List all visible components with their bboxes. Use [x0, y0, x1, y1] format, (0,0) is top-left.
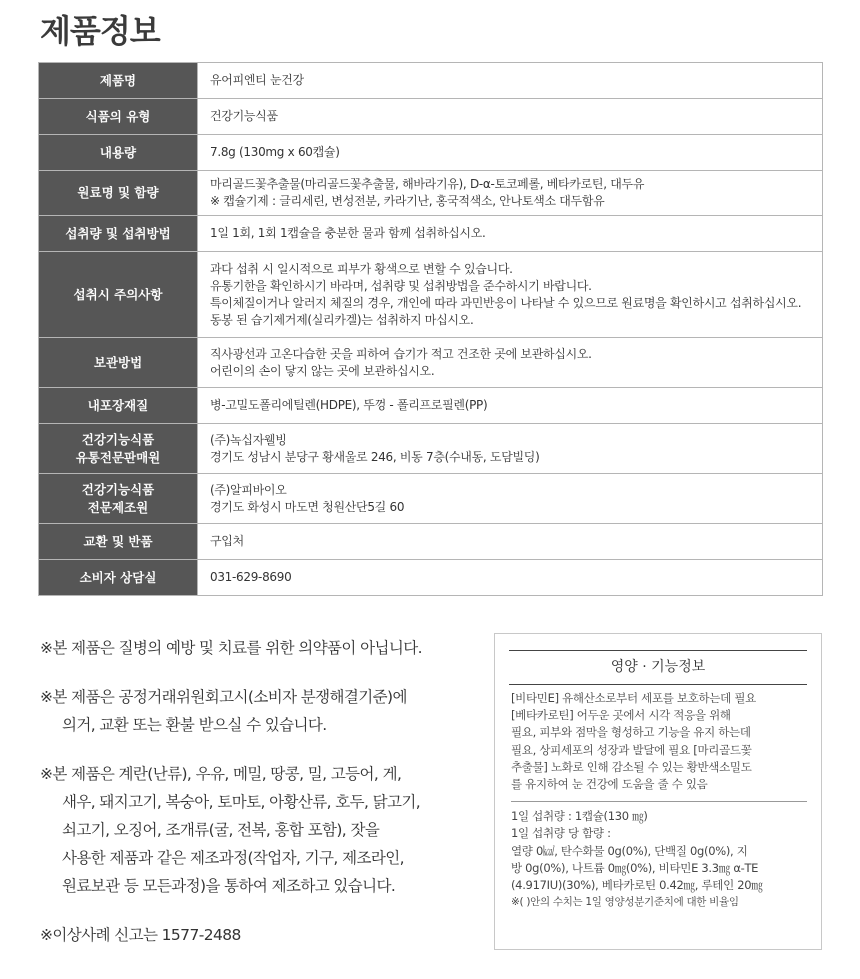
nutrition-line: 필요, 상피세포의 성장과 발달에 필요 [마리골드꽃 — [511, 742, 752, 757]
notice-line: 쇠고기, 오징어, 조개류(굴, 전복, 홍합 포함), 잣을 — [62, 821, 380, 839]
info-row-value — [198, 99, 823, 135]
info-row-value — [198, 424, 823, 474]
value-line: 건강기능식품 — [210, 109, 278, 123]
daily-intake: 1일 섭취량 : 1캡슐(130 ㎎) — [511, 809, 648, 824]
nutrition-line: 열량 0㎉, 탄수화물 0g(0%), 단백질 0g(0%), 지 — [511, 843, 748, 858]
value-line: ※ 캡슐기제 : 글리세린, 변성전분, 카라기난, 홍국적색소, 안나토색소 대두함유 — [210, 194, 605, 208]
info-row — [39, 474, 823, 524]
info-row-label — [39, 424, 198, 474]
info-row-label — [39, 171, 198, 216]
value-line: 유통기한을 확인하시기 바라며, 섭취량 및 섭취방법을 준수하시기 바랍니다. — [210, 278, 592, 293]
nutrition-line: (4.917IU)(30%), 베타카로틴 0.42㎎, 루테인 20㎎ — [511, 878, 763, 893]
info-row-label — [39, 388, 198, 424]
value-line: 경기도 화성시 마도면 청원산단5길 60 — [210, 499, 405, 514]
info-row-value — [198, 338, 823, 388]
info-row-label — [39, 252, 198, 338]
info-row-value — [198, 388, 823, 424]
value-line: 1일 1회, 1회 1캡슐을 충분한 물과 함께 섭취하십시오. — [210, 226, 486, 240]
info-row-value — [198, 171, 823, 216]
notice-line: ※본 제품은 질병의 예방 및 치료를 위한 의약품이 아닙니다. — [40, 639, 422, 657]
value-line: 동봉 된 습기제거제(실리카겔)는 섭취하지 마십시오. — [210, 312, 474, 327]
info-row — [39, 424, 823, 474]
notice-line: 사용한 제품과 같은 제조과정(작업자, 기구, 제조라인, — [62, 849, 404, 867]
notice-list — [40, 634, 480, 970]
label-line: 섭취시 주의사항 — [73, 286, 163, 302]
info-row-label — [39, 99, 198, 135]
label-line: 보관방법 — [93, 354, 143, 370]
value-line: 병-고밀도폴리에틸렌(HDPE), 뚜껑 - 폴리프로필렌(PP) — [210, 398, 488, 412]
value-line: 특이체질이거나 알러지 체질의 경우, 개인에 따라 과민반응이 나타날 수 있으므로 원료명을 확인하시고 섭취하십시오. — [210, 295, 802, 310]
notice-line: ※이상사례 신고는 1577-2488 — [40, 926, 241, 944]
info-row-label — [39, 216, 198, 252]
notice-line: 원료보관 등 모든과정)을 통하여 제조하고 있습니다. — [62, 877, 396, 895]
label-line: 소비자 상담실 — [79, 569, 157, 585]
info-row-value — [198, 135, 823, 171]
info-row-value — [198, 560, 823, 596]
info-row — [39, 524, 823, 560]
notice-line: ※본 제품은 공정거래위원회고시(소비자 분쟁해결기준)에 — [40, 688, 407, 706]
notice-line: 새우, 돼지고기, 복숭아, 토마토, 아황산류, 호두, 닭고기, — [62, 793, 421, 811]
nutrition-body — [511, 690, 807, 911]
info-row — [39, 388, 823, 424]
function-description — [511, 690, 807, 793]
nutrition-title: 영양 · 기능정보 — [509, 650, 807, 685]
label-line: 유통전문판매원 — [75, 449, 161, 465]
label-line: 건강기능식품 — [81, 431, 155, 447]
value-line: (주)알피바이오 — [210, 482, 287, 497]
info-row-label — [39, 63, 198, 99]
label-line: 식품의 유형 — [85, 108, 151, 124]
info-row-label — [39, 474, 198, 524]
info-row — [39, 135, 823, 171]
notice-item — [40, 634, 480, 662]
info-row-label — [39, 135, 198, 171]
notice-item — [40, 760, 480, 900]
info-row-label — [39, 338, 198, 388]
nutrition-line: [비타민E] 유해산소로부터 세포를 보호하는데 필요 — [511, 691, 756, 705]
nutrition-line: [베타카로틴] 어두운 곳에서 시각 적응을 위해 — [511, 708, 731, 723]
value-line: 과다 섭취 시 일시적으로 피부가 황색으로 변할 수 있습니다. — [210, 261, 513, 276]
info-row-value — [198, 252, 823, 338]
notice-item — [40, 683, 480, 739]
info-row — [39, 252, 823, 338]
nutrition-line: 를 유지하여 눈 건강에 도움을 줄 수 있음 — [511, 777, 708, 792]
info-row — [39, 338, 823, 388]
value-line: 031-629-8690 — [210, 570, 292, 584]
label-line: 내포장재질 — [87, 397, 149, 413]
value-line: 유어피엔티 눈건강 — [210, 73, 304, 87]
nutrition-divider — [511, 801, 807, 802]
info-row-value — [198, 524, 823, 560]
info-row — [39, 560, 823, 596]
page-title: 제품정보 — [40, 12, 160, 50]
product-info-table — [38, 62, 823, 596]
nutrition-function-box — [494, 633, 822, 950]
label-line: 건강기능식품 — [81, 481, 155, 497]
info-row-value — [198, 63, 823, 99]
info-row-label — [39, 560, 198, 596]
nutrient-contents — [511, 843, 807, 895]
info-row-value — [198, 474, 823, 524]
info-row — [39, 216, 823, 252]
value-line: 어린이의 손이 닿지 않는 곳에 보관하십시오. — [210, 363, 435, 378]
info-row-value — [198, 216, 823, 252]
info-row — [39, 63, 823, 99]
nutrition-footnote: ※( )안의 수치는 1일 영양성분기준치에 대한 비율임 — [511, 896, 739, 909]
content-header: 1일 섭취량 당 함량 : — [511, 826, 611, 841]
value-line: 경기도 성남시 분당구 황새울로 246, 비동 7층(수내동, 도담빌딩) — [210, 449, 540, 464]
value-line: 구입처 — [210, 534, 244, 548]
nutrition-line: 필요, 피부와 점막을 형성하고 기능을 유지 하는데 — [511, 725, 751, 740]
info-row-label — [39, 524, 198, 560]
nutrition-line: 추출물] 노화로 인해 감소될 수 있는 황반색소밀도 — [511, 759, 752, 774]
info-row — [39, 99, 823, 135]
notice-line: 의거, 교환 또는 환불 받으실 수 있습니다. — [62, 716, 327, 734]
notice-item — [40, 921, 480, 949]
info-row — [39, 171, 823, 216]
label-line: 교환 및 반품 — [83, 533, 153, 549]
value-line: 7.8g (130mg x 60캡슐) — [210, 145, 340, 159]
label-line: 내용량 — [99, 144, 137, 160]
label-line: 제품명 — [99, 72, 137, 88]
nutrition-line: 방 0g(0%), 나트륨 0㎎(0%), 비타민E 3.3㎎ α-TE — [511, 860, 759, 875]
label-line: 전문제조원 — [87, 499, 149, 515]
notice-line: ※본 제품은 계란(난류), 우유, 메밀, 땅콩, 밀, 고등어, 게, — [40, 765, 402, 783]
label-line: 섭취량 및 섭취방법 — [65, 225, 171, 241]
value-line: 마리골드꽃추출물(마리골드꽃추출물, 해바라기유), D-α-토코페롤, 베타카로틴, 대두유 — [210, 177, 645, 191]
label-line: 원료명 및 함량 — [77, 185, 159, 200]
value-line: 직사광선과 고온다습한 곳을 피하여 습기가 적고 건조한 곳에 보관하십시오. — [210, 346, 592, 361]
value-line: (주)녹십자웰빙 — [210, 432, 287, 447]
